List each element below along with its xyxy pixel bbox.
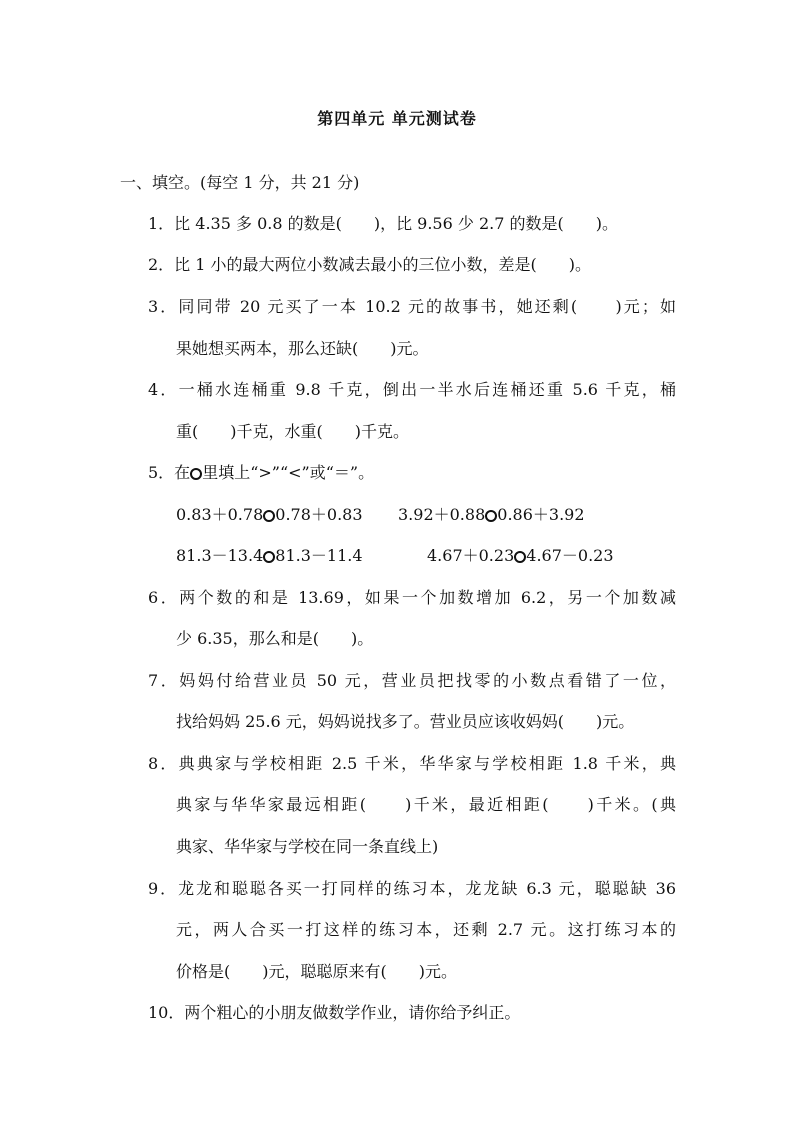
question-9-line-3: 价格是( )元，聪聪原来有( )元。 [176,962,457,981]
question-8-line-1: 8．典典家与学校相距 2.5 千米，华华家与学校相距 1.8 千米，典 [148,754,676,773]
question-9-line-2: 元，两人合买一打这样的练习本，还剩 2.7 元。这打练习本的 [176,920,676,939]
comparison-circle-icon[interactable] [263,510,275,522]
question-3-line-1: 3．同同带 20 元买了一本 10.2 元的故事书，她还剩( )元；如 [148,297,676,316]
question-5-prefix: 5．在 [148,463,191,482]
question-9-line-1: 9．龙龙和聪聪各买一打同样的练习本，龙龙缺 6.3 元，聪聪缺 36 [148,879,676,898]
comparison-left: 81.3－13.4 [176,546,264,565]
question-10: 10．两个粗心的小朋友做数学作业，请你给予纠正。 [148,1003,521,1022]
comparison-right: 4.67－0.23 [526,546,614,565]
page-title: 第四单元 单元测试卷 [317,109,477,128]
question-7-line-1: 7．妈妈付给营业员 50 元，营业员把找零的小数点看错了一位， [148,671,676,690]
comparison-circle-icon[interactable] [263,551,275,563]
question-8-line-3: 典家、华华家与学校在同一条直线上) [176,837,439,856]
comparison-left: 3.92＋0.88 [398,505,486,524]
section-heading: 一、填空。(每空 1 分，共 21 分) [120,173,360,192]
question-5-instruction: 里填上“>”“<”或“＝”。 [202,463,375,482]
comparison-item-3 [176,545,363,567]
question-4-line-1: 4．一桶水连桶重 9.8 千克，倒出一半水后连桶还重 5.6 千克，桶 [148,380,676,399]
comparison-right: 0.86＋3.92 [497,505,585,524]
question-7-line-2: 找给妈妈 25.6 元，妈妈说找多了。营业员应该收妈妈( )元。 [176,712,635,731]
question-6-line-1: 6．两个数的和是 13.69，如果一个加数增加 6.2，另一个加数减 [148,588,676,607]
comparison-circle-icon [190,468,202,480]
question-1: 1．比 4.35 多 0.8 的数是( )，比 9.56 少 2.7 的数是( )。 [148,214,618,233]
question-5-line-1 [148,462,374,484]
comparison-right: 0.78＋0.83 [275,505,363,524]
comparison-item-1 [176,504,363,526]
comparison-right: 81.3－11.4 [275,546,363,565]
comparison-circle-icon[interactable] [514,551,526,563]
question-3-line-2: 果她想买两本，那么还缺( )元。 [176,339,429,358]
comparison-item-4 [427,545,614,567]
question-2: 2．比 1 小的最大两位小数减去最小的三位小数，差是( )。 [148,255,592,274]
comparison-left: 4.67＋0.23 [427,546,515,565]
question-4-line-2: 重( )千克，水重( )千克。 [176,422,409,441]
question-8-line-2: 典家与华华家最远相距( )千米，最近相距( )千米。(典 [176,795,676,814]
comparison-item-2 [398,504,585,526]
question-6-line-2: 少 6.35，那么和是( )。 [176,629,374,648]
comparison-left: 0.83＋0.78 [176,505,264,524]
comparison-circle-icon[interactable] [485,510,497,522]
